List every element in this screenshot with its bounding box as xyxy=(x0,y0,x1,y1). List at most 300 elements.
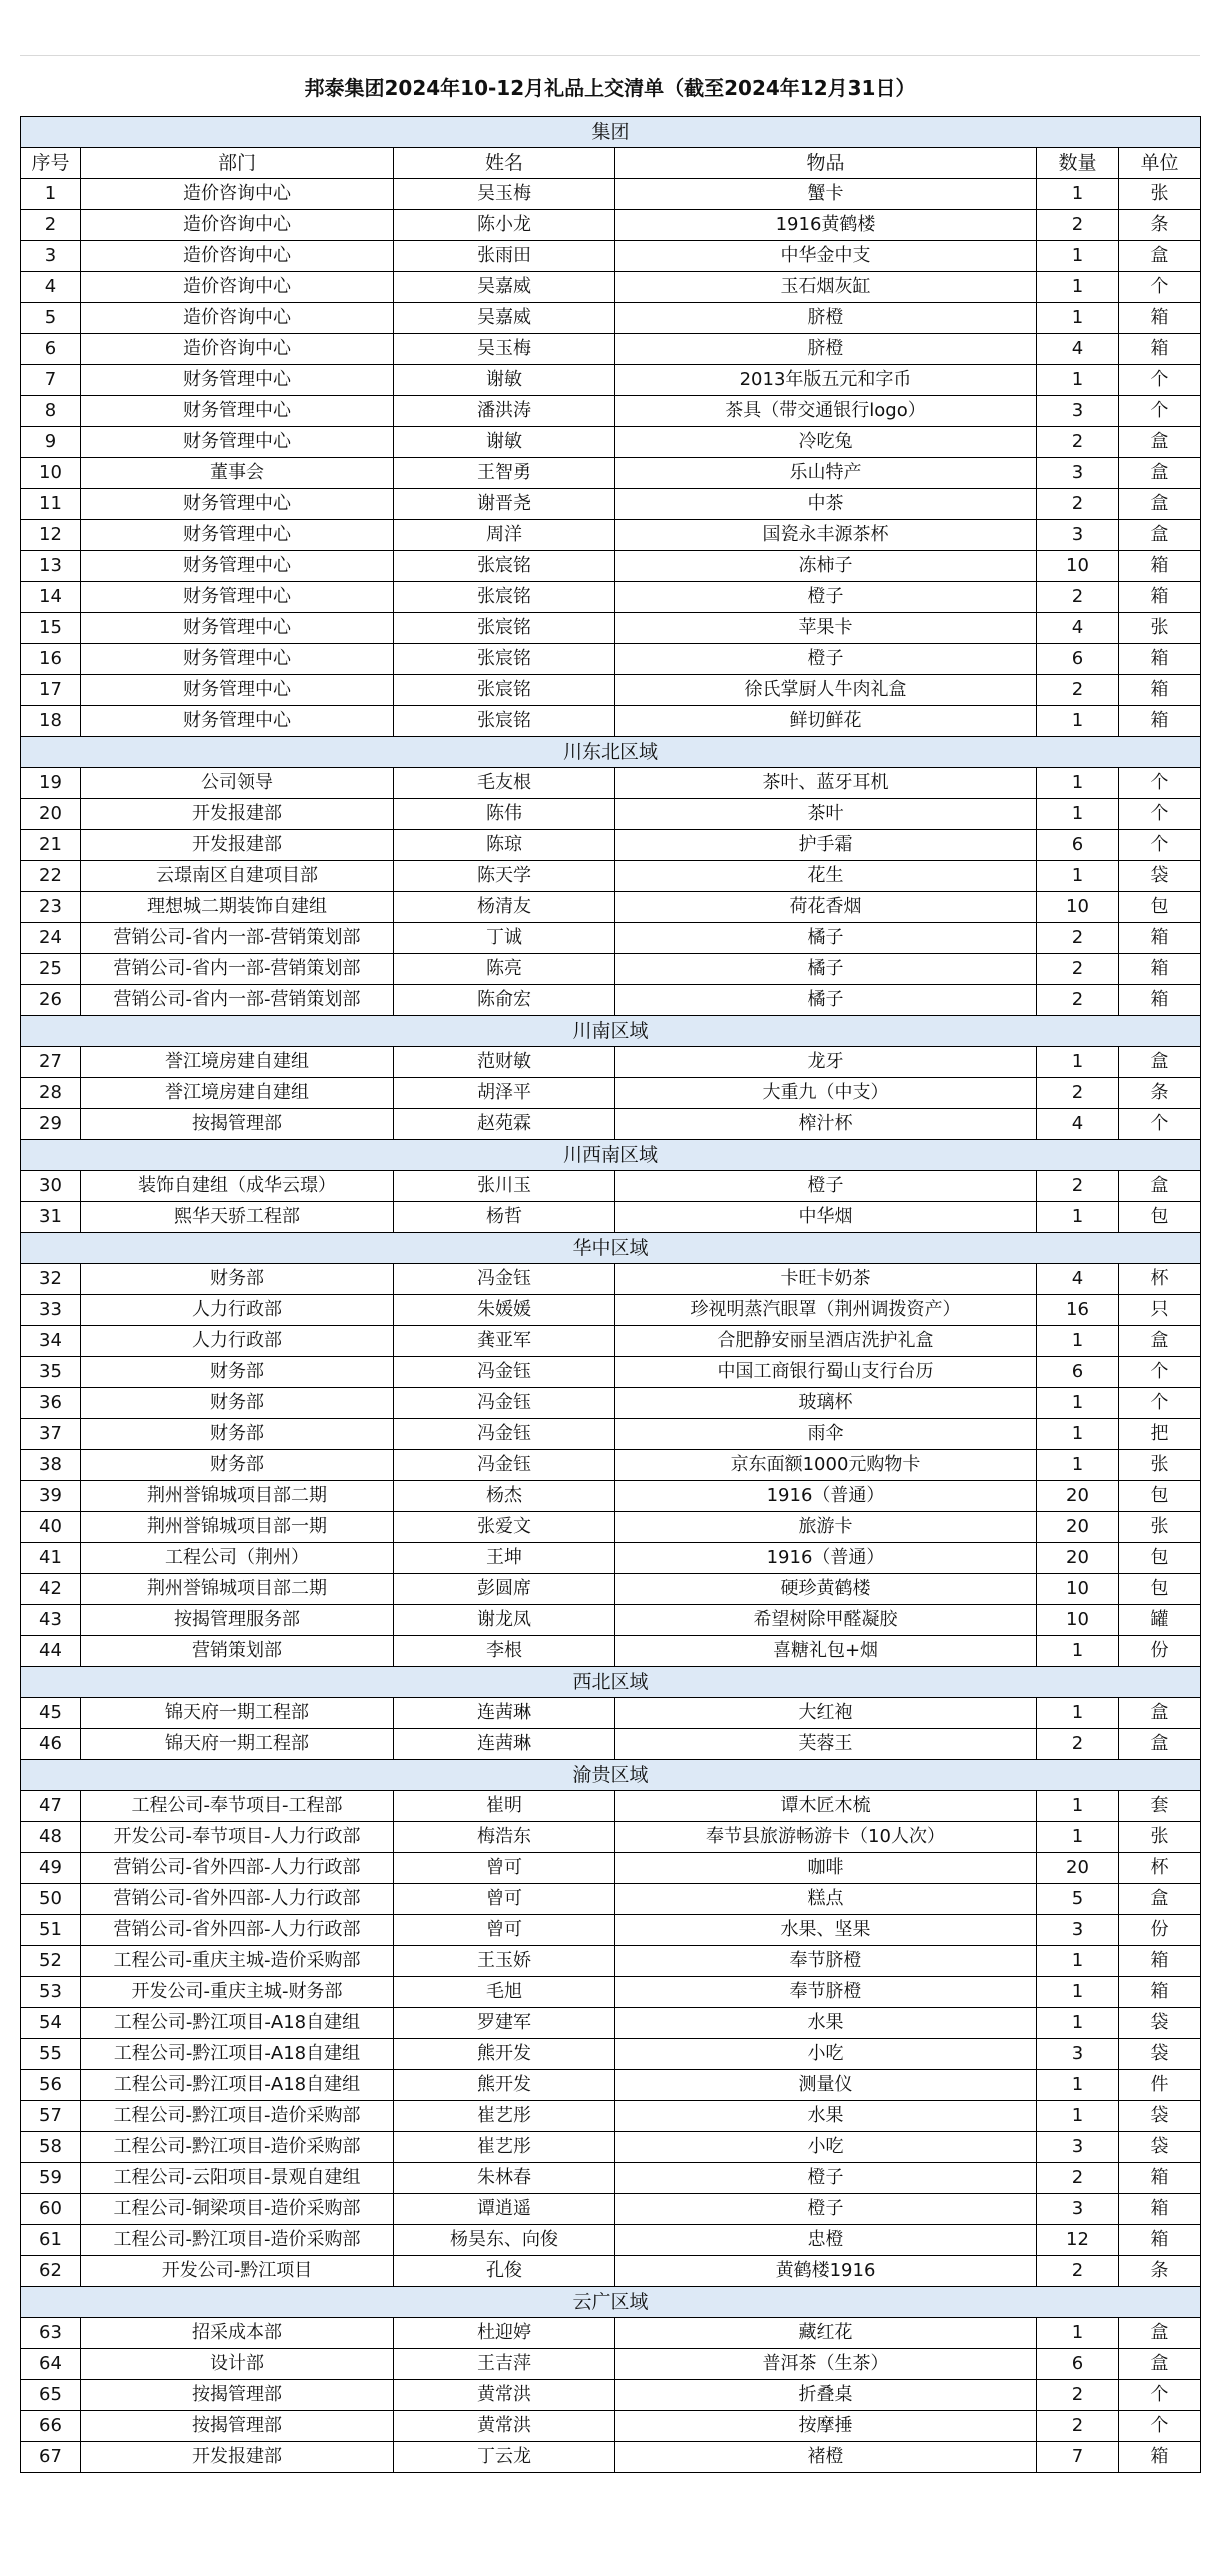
unit-cell: 个 xyxy=(1119,272,1201,303)
unit-cell: 把 xyxy=(1119,1419,1201,1450)
seq-cell: 60 xyxy=(21,2194,81,2225)
name-cell: 张爱文 xyxy=(394,1512,615,1543)
name-cell: 吴嘉威 xyxy=(394,272,615,303)
unit-cell: 盒 xyxy=(1119,427,1201,458)
name-cell: 杨清友 xyxy=(394,892,615,923)
name-cell: 连茜琳 xyxy=(394,1698,615,1729)
unit-cell: 袋 xyxy=(1119,861,1201,892)
item-cell: 普洱茶（生茶） xyxy=(615,2349,1037,2380)
item-cell: 喜糖礼包+烟 xyxy=(615,1636,1037,1667)
item-cell: 蟹卡 xyxy=(615,179,1037,210)
table-row xyxy=(21,1109,1201,1140)
table-row xyxy=(21,1791,1201,1822)
table-row xyxy=(21,2101,1201,2132)
unit-cell: 箱 xyxy=(1119,2194,1201,2225)
table-row xyxy=(21,892,1201,923)
table-row xyxy=(21,768,1201,799)
unit-cell: 包 xyxy=(1119,1574,1201,1605)
quantity-cell: 1 xyxy=(1037,2070,1119,2101)
name-cell: 吴玉梅 xyxy=(394,179,615,210)
table-row xyxy=(21,830,1201,861)
unit-cell: 只 xyxy=(1119,1295,1201,1326)
item-cell: 黄鹤楼1916 xyxy=(615,2256,1037,2287)
table-row xyxy=(21,2318,1201,2349)
table-row xyxy=(21,923,1201,954)
quantity-cell: 3 xyxy=(1037,2039,1119,2070)
seq-cell: 50 xyxy=(21,1884,81,1915)
unit-cell: 箱 xyxy=(1119,1977,1201,2008)
department-cell: 工程公司-黔江项目-A18自建组 xyxy=(81,2070,394,2101)
name-cell: 周洋 xyxy=(394,520,615,551)
table-row xyxy=(21,1171,1201,1202)
section-name: 川东北区域 xyxy=(21,737,1201,768)
item-cell: 硬珍黄鹤楼 xyxy=(615,1574,1037,1605)
unit-cell: 个 xyxy=(1119,2411,1201,2442)
name-cell: 张宸铭 xyxy=(394,582,615,613)
unit-cell: 杯 xyxy=(1119,1264,1201,1295)
section-name: 川西南区域 xyxy=(21,1140,1201,1171)
department-cell: 开发报建部 xyxy=(81,2442,394,2473)
item-cell: 小吃 xyxy=(615,2039,1037,2070)
name-cell: 龚亚军 xyxy=(394,1326,615,1357)
department-cell: 锦天府一期工程部 xyxy=(81,1729,394,1760)
name-cell: 崔艺彤 xyxy=(394,2132,615,2163)
name-cell: 张宸铭 xyxy=(394,644,615,675)
unit-cell: 箱 xyxy=(1119,2225,1201,2256)
section-name: 云广区域 xyxy=(21,2287,1201,2318)
item-cell: 1916（普通） xyxy=(615,1543,1037,1574)
department-cell: 理想城二期装饰自建组 xyxy=(81,892,394,923)
column-header-row xyxy=(21,148,1201,179)
department-cell: 工程公司-云阳项目-景观自建组 xyxy=(81,2163,394,2194)
name-cell: 冯金钰 xyxy=(394,1264,615,1295)
department-cell: 财务部 xyxy=(81,1357,394,1388)
seq-cell: 46 xyxy=(21,1729,81,1760)
seq-cell: 24 xyxy=(21,923,81,954)
table-row xyxy=(21,1915,1201,1946)
name-cell: 王玉娇 xyxy=(394,1946,615,1977)
unit-cell: 份 xyxy=(1119,1915,1201,1946)
quantity-cell: 2 xyxy=(1037,1729,1119,1760)
unit-cell: 袋 xyxy=(1119,2039,1201,2070)
department-cell: 云璟南区自建项目部 xyxy=(81,861,394,892)
item-cell: 谭木匠木梳 xyxy=(615,1791,1037,1822)
table-row xyxy=(21,1450,1201,1481)
unit-cell: 箱 xyxy=(1119,954,1201,985)
item-cell: 花生 xyxy=(615,861,1037,892)
name-cell: 杨昊东、向俊 xyxy=(394,2225,615,2256)
name-cell: 连茜琳 xyxy=(394,1729,615,1760)
table-row xyxy=(21,2194,1201,2225)
name-cell: 陈亮 xyxy=(394,954,615,985)
seq-cell: 10 xyxy=(21,458,81,489)
table-row xyxy=(21,334,1201,365)
unit-cell: 张 xyxy=(1119,1450,1201,1481)
seq-cell: 32 xyxy=(21,1264,81,1295)
table-row xyxy=(21,489,1201,520)
seq-cell: 56 xyxy=(21,2070,81,2101)
unit-cell: 袋 xyxy=(1119,2101,1201,2132)
department-cell: 荆州誉锦城项目部一期 xyxy=(81,1512,394,1543)
item-cell: 荷花香烟 xyxy=(615,892,1037,923)
quantity-cell: 2 xyxy=(1037,489,1119,520)
item-cell: 徐氏掌厨人牛肉礼盒 xyxy=(615,675,1037,706)
department-cell: 按揭管理服务部 xyxy=(81,1605,394,1636)
department-cell: 熙华天骄工程部 xyxy=(81,1202,394,1233)
column-header: 单位 xyxy=(1119,148,1201,179)
department-cell: 董事会 xyxy=(81,458,394,489)
unit-cell: 张 xyxy=(1119,1822,1201,1853)
unit-cell: 件 xyxy=(1119,2070,1201,2101)
item-cell: 芙蓉王 xyxy=(615,1729,1037,1760)
department-cell: 财务管理中心 xyxy=(81,613,394,644)
department-cell: 锦天府一期工程部 xyxy=(81,1698,394,1729)
unit-cell: 个 xyxy=(1119,799,1201,830)
department-cell: 工程公司-黔江项目-造价采购部 xyxy=(81,2101,394,2132)
unit-cell: 罐 xyxy=(1119,1605,1201,1636)
seq-cell: 29 xyxy=(21,1109,81,1140)
quantity-cell: 10 xyxy=(1037,1605,1119,1636)
seq-cell: 58 xyxy=(21,2132,81,2163)
name-cell: 崔明 xyxy=(394,1791,615,1822)
table-row xyxy=(21,1822,1201,1853)
name-cell: 杨哲 xyxy=(394,1202,615,1233)
table-row xyxy=(21,2380,1201,2411)
item-cell: 茶叶 xyxy=(615,799,1037,830)
unit-cell: 张 xyxy=(1119,613,1201,644)
unit-cell: 盒 xyxy=(1119,1698,1201,1729)
table-row xyxy=(21,644,1201,675)
department-cell: 工程公司-黔江项目-A18自建组 xyxy=(81,2039,394,2070)
quantity-cell: 1 xyxy=(1037,2008,1119,2039)
department-cell: 营销公司-省外四部-人力行政部 xyxy=(81,1884,394,1915)
quantity-cell: 4 xyxy=(1037,1109,1119,1140)
unit-cell: 箱 xyxy=(1119,985,1201,1016)
quantity-cell: 1 xyxy=(1037,1698,1119,1729)
quantity-cell: 2 xyxy=(1037,2256,1119,2287)
name-cell: 罗建军 xyxy=(394,2008,615,2039)
item-cell: 糕点 xyxy=(615,1884,1037,1915)
quantity-cell: 2 xyxy=(1037,2380,1119,2411)
seq-cell: 48 xyxy=(21,1822,81,1853)
table-row xyxy=(21,2225,1201,2256)
quantity-cell: 1 xyxy=(1037,1202,1119,1233)
department-cell: 公司领导 xyxy=(81,768,394,799)
item-cell: 榨汁杯 xyxy=(615,1109,1037,1140)
quantity-cell: 20 xyxy=(1037,1543,1119,1574)
quantity-cell: 1 xyxy=(1037,1791,1119,1822)
table-row xyxy=(21,2163,1201,2194)
seq-cell: 39 xyxy=(21,1481,81,1512)
unit-cell: 箱 xyxy=(1119,303,1201,334)
department-cell: 财务管理中心 xyxy=(81,520,394,551)
table-row xyxy=(21,2411,1201,2442)
unit-cell: 盒 xyxy=(1119,1884,1201,1915)
seq-cell: 45 xyxy=(21,1698,81,1729)
name-cell: 谢龙凤 xyxy=(394,1605,615,1636)
unit-cell: 盒 xyxy=(1119,2318,1201,2349)
seq-cell: 19 xyxy=(21,768,81,799)
item-cell: 奉节脐橙 xyxy=(615,1946,1037,1977)
department-cell: 工程公司-黔江项目-造价采购部 xyxy=(81,2132,394,2163)
item-cell: 京东面额1000元购物卡 xyxy=(615,1450,1037,1481)
table-row xyxy=(21,303,1201,334)
quantity-cell: 2 xyxy=(1037,1171,1119,1202)
section-name: 川南区域 xyxy=(21,1016,1201,1047)
table-row xyxy=(21,675,1201,706)
item-cell: 折叠桌 xyxy=(615,2380,1037,2411)
seq-cell: 40 xyxy=(21,1512,81,1543)
name-cell: 王坤 xyxy=(394,1543,615,1574)
quantity-cell: 20 xyxy=(1037,1512,1119,1543)
name-cell: 冯金钰 xyxy=(394,1357,615,1388)
quantity-cell: 3 xyxy=(1037,1915,1119,1946)
seq-cell: 53 xyxy=(21,1977,81,2008)
item-cell: 咖啡 xyxy=(615,1853,1037,1884)
seq-cell: 25 xyxy=(21,954,81,985)
name-cell: 朱媛媛 xyxy=(394,1295,615,1326)
quantity-cell: 3 xyxy=(1037,396,1119,427)
name-cell: 孔俊 xyxy=(394,2256,615,2287)
seq-cell: 4 xyxy=(21,272,81,303)
department-cell: 按揭管理部 xyxy=(81,1109,394,1140)
table-row xyxy=(21,1884,1201,1915)
seq-cell: 27 xyxy=(21,1047,81,1078)
unit-cell: 个 xyxy=(1119,365,1201,396)
department-cell: 营销公司-省内一部-营销策划部 xyxy=(81,923,394,954)
item-cell: 橙子 xyxy=(615,644,1037,675)
quantity-cell: 20 xyxy=(1037,1481,1119,1512)
department-cell: 造价咨询中心 xyxy=(81,179,394,210)
item-cell: 水果 xyxy=(615,2101,1037,2132)
quantity-cell: 1 xyxy=(1037,861,1119,892)
name-cell: 陈天学 xyxy=(394,861,615,892)
seq-cell: 8 xyxy=(21,396,81,427)
section-name: 华中区域 xyxy=(21,1233,1201,1264)
item-cell: 测量仪 xyxy=(615,2070,1037,2101)
item-cell: 小吃 xyxy=(615,2132,1037,2163)
item-cell: 橙子 xyxy=(615,2163,1037,2194)
quantity-cell: 4 xyxy=(1037,334,1119,365)
department-cell: 开发报建部 xyxy=(81,799,394,830)
table-row xyxy=(21,582,1201,613)
department-cell: 工程公司-重庆主城-造价采购部 xyxy=(81,1946,394,1977)
item-cell: 按摩捶 xyxy=(615,2411,1037,2442)
quantity-cell: 1 xyxy=(1037,1636,1119,1667)
table-row xyxy=(21,2039,1201,2070)
name-cell: 胡泽平 xyxy=(394,1078,615,1109)
table-row xyxy=(21,613,1201,644)
name-cell: 谭逍遥 xyxy=(394,2194,615,2225)
column-header: 数量 xyxy=(1037,148,1119,179)
seq-cell: 5 xyxy=(21,303,81,334)
unit-cell: 个 xyxy=(1119,2380,1201,2411)
name-cell: 熊开发 xyxy=(394,2070,615,2101)
quantity-cell: 2 xyxy=(1037,210,1119,241)
section-name: 集团 xyxy=(21,117,1201,148)
name-cell: 张雨田 xyxy=(394,241,615,272)
table-row xyxy=(21,1419,1201,1450)
unit-cell: 箱 xyxy=(1119,334,1201,365)
unit-cell: 箱 xyxy=(1119,1946,1201,1977)
seq-cell: 22 xyxy=(21,861,81,892)
item-cell: 玉石烟灰缸 xyxy=(615,272,1037,303)
seq-cell: 9 xyxy=(21,427,81,458)
name-cell: 熊开发 xyxy=(394,2039,615,2070)
quantity-cell: 1 xyxy=(1037,706,1119,737)
quantity-cell: 1 xyxy=(1037,2101,1119,2132)
quantity-cell: 2 xyxy=(1037,2163,1119,2194)
table-row xyxy=(21,1574,1201,1605)
item-cell: 1916（普通） xyxy=(615,1481,1037,1512)
quantity-cell: 20 xyxy=(1037,1853,1119,1884)
unit-cell: 盒 xyxy=(1119,241,1201,272)
seq-cell: 34 xyxy=(21,1326,81,1357)
name-cell: 曾可 xyxy=(394,1915,615,1946)
quantity-cell: 1 xyxy=(1037,768,1119,799)
name-cell: 崔艺彤 xyxy=(394,2101,615,2132)
gift-list-sheet xyxy=(20,55,1200,2473)
department-cell: 财务部 xyxy=(81,1264,394,1295)
item-cell: 中华金中支 xyxy=(615,241,1037,272)
department-cell: 造价咨询中心 xyxy=(81,210,394,241)
name-cell: 冯金钰 xyxy=(394,1419,615,1450)
seq-cell: 26 xyxy=(21,985,81,1016)
seq-cell: 51 xyxy=(21,1915,81,1946)
unit-cell: 盒 xyxy=(1119,520,1201,551)
unit-cell: 套 xyxy=(1119,1791,1201,1822)
department-cell: 财务管理中心 xyxy=(81,675,394,706)
unit-cell: 个 xyxy=(1119,1109,1201,1140)
department-cell: 财务部 xyxy=(81,1419,394,1450)
section-header-row xyxy=(21,1140,1201,1171)
table-row xyxy=(21,1853,1201,1884)
seq-cell: 21 xyxy=(21,830,81,861)
quantity-cell: 1 xyxy=(1037,1450,1119,1481)
unit-cell: 盒 xyxy=(1119,1171,1201,1202)
item-cell: 脐橙 xyxy=(615,303,1037,334)
seq-cell: 49 xyxy=(21,1853,81,1884)
name-cell: 赵苑霖 xyxy=(394,1109,615,1140)
table-row xyxy=(21,954,1201,985)
seq-cell: 55 xyxy=(21,2039,81,2070)
quantity-cell: 1 xyxy=(1037,2318,1119,2349)
unit-cell: 张 xyxy=(1119,1512,1201,1543)
department-cell: 财务部 xyxy=(81,1450,394,1481)
seq-cell: 42 xyxy=(21,1574,81,1605)
department-cell: 人力行政部 xyxy=(81,1295,394,1326)
department-cell: 财务管理中心 xyxy=(81,706,394,737)
seq-cell: 17 xyxy=(21,675,81,706)
item-cell: 国瓷永丰源茶杯 xyxy=(615,520,1037,551)
table-row xyxy=(21,1047,1201,1078)
seq-cell: 37 xyxy=(21,1419,81,1450)
department-cell: 开发公司-重庆主城-财务部 xyxy=(81,1977,394,2008)
seq-cell: 18 xyxy=(21,706,81,737)
table-row xyxy=(21,1512,1201,1543)
name-cell: 杜迎婷 xyxy=(394,2318,615,2349)
item-cell: 卡旺卡奶茶 xyxy=(615,1264,1037,1295)
quantity-cell: 2 xyxy=(1037,582,1119,613)
unit-cell: 箱 xyxy=(1119,923,1201,954)
quantity-cell: 3 xyxy=(1037,520,1119,551)
seq-cell: 57 xyxy=(21,2101,81,2132)
item-cell: 茶具（带交通银行logo） xyxy=(615,396,1037,427)
unit-cell: 张 xyxy=(1119,179,1201,210)
unit-cell: 份 xyxy=(1119,1636,1201,1667)
department-cell: 开发报建部 xyxy=(81,830,394,861)
item-cell: 鲜切鲜花 xyxy=(615,706,1037,737)
unit-cell: 箱 xyxy=(1119,644,1201,675)
quantity-cell: 2 xyxy=(1037,954,1119,985)
unit-cell: 杯 xyxy=(1119,1853,1201,1884)
seq-cell: 61 xyxy=(21,2225,81,2256)
table-row xyxy=(21,706,1201,737)
name-cell: 彭圆席 xyxy=(394,1574,615,1605)
item-cell: 合肥静安丽呈酒店洗护礼盒 xyxy=(615,1326,1037,1357)
department-cell: 荆州誉锦城项目部二期 xyxy=(81,1481,394,1512)
item-cell: 中茶 xyxy=(615,489,1037,520)
unit-cell: 包 xyxy=(1119,1202,1201,1233)
department-cell: 工程公司-铜梁项目-造价采购部 xyxy=(81,2194,394,2225)
name-cell: 吴玉梅 xyxy=(394,334,615,365)
quantity-cell: 1 xyxy=(1037,179,1119,210)
unit-cell: 包 xyxy=(1119,1481,1201,1512)
table-row xyxy=(21,1698,1201,1729)
section-name: 西北区域 xyxy=(21,1667,1201,1698)
table-row xyxy=(21,1481,1201,1512)
unit-cell: 箱 xyxy=(1119,2442,1201,2473)
gift-table xyxy=(20,116,1201,2473)
department-cell: 按揭管理部 xyxy=(81,2411,394,2442)
table-row xyxy=(21,458,1201,489)
quantity-cell: 1 xyxy=(1037,1419,1119,1450)
department-cell: 财务管理中心 xyxy=(81,582,394,613)
name-cell: 张宸铭 xyxy=(394,706,615,737)
name-cell: 毛友根 xyxy=(394,768,615,799)
name-cell: 杨杰 xyxy=(394,1481,615,1512)
seq-cell: 12 xyxy=(21,520,81,551)
quantity-cell: 1 xyxy=(1037,1946,1119,1977)
quantity-cell: 3 xyxy=(1037,458,1119,489)
department-cell: 工程公司（荆州） xyxy=(81,1543,394,1574)
section-header-row xyxy=(21,1760,1201,1791)
item-cell: 乐山特产 xyxy=(615,458,1037,489)
item-cell: 橘子 xyxy=(615,954,1037,985)
table-row xyxy=(21,396,1201,427)
table-row xyxy=(21,1543,1201,1574)
item-cell: 雨伞 xyxy=(615,1419,1037,1450)
quantity-cell: 2 xyxy=(1037,2411,1119,2442)
quantity-cell: 1 xyxy=(1037,799,1119,830)
department-cell: 誉江境房建自建组 xyxy=(81,1047,394,1078)
seq-cell: 63 xyxy=(21,2318,81,2349)
unit-cell: 箱 xyxy=(1119,706,1201,737)
unit-cell: 箱 xyxy=(1119,551,1201,582)
item-cell: 中华烟 xyxy=(615,1202,1037,1233)
seq-cell: 31 xyxy=(21,1202,81,1233)
gift-table-body xyxy=(21,117,1201,2473)
name-cell: 谢敏 xyxy=(394,427,615,458)
quantity-cell: 6 xyxy=(1037,2349,1119,2380)
quantity-cell: 1 xyxy=(1037,1388,1119,1419)
item-cell: 冷吃兔 xyxy=(615,427,1037,458)
department-cell: 工程公司-奉节项目-工程部 xyxy=(81,1791,394,1822)
department-cell: 营销公司-省内一部-营销策划部 xyxy=(81,985,394,1016)
seq-cell: 38 xyxy=(21,1450,81,1481)
seq-cell: 33 xyxy=(21,1295,81,1326)
item-cell: 奉节脐橙 xyxy=(615,1977,1037,2008)
